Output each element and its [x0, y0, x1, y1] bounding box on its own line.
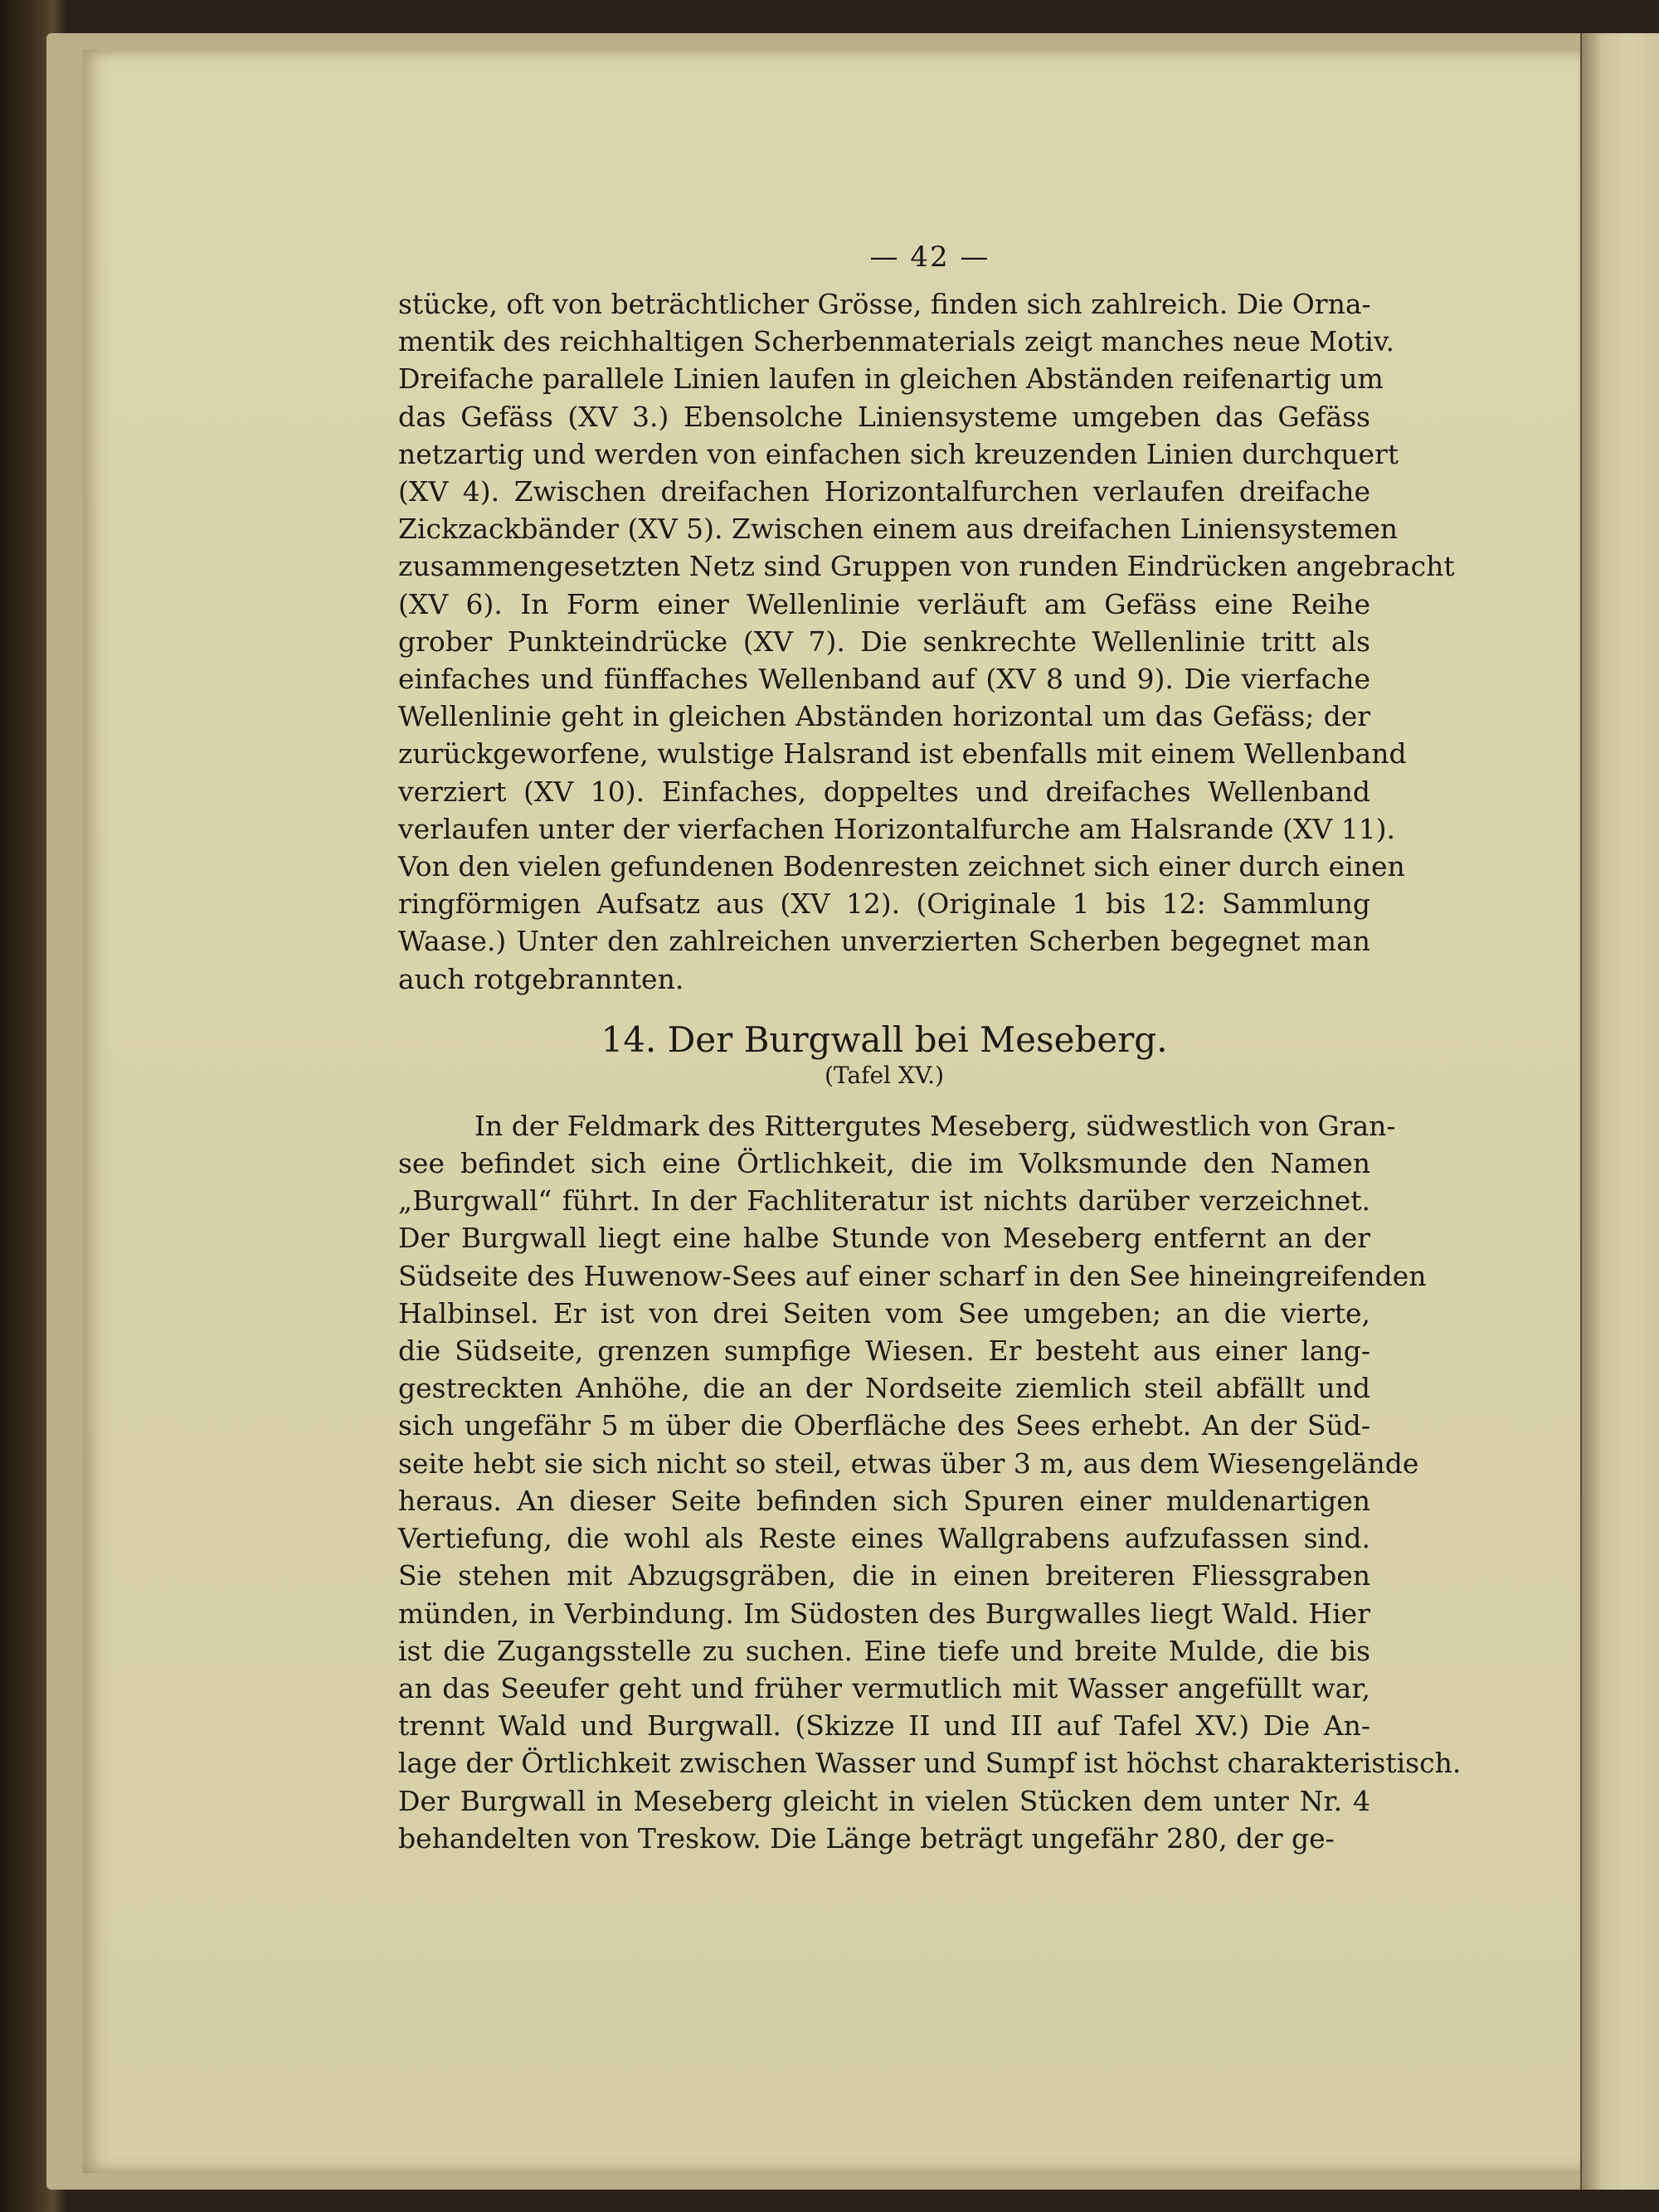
- text-line: Vertiefung, die wohl als Reste eines Wallgrabens aufzufassen sind.: [398, 1522, 1370, 1555]
- text-line: Halbinsel. Er ist von drei Seiten vom See umgeben; an die vierte,: [398, 1296, 1370, 1330]
- text-line: seite hebt sie sich nicht so steil, etwas über 3 m, aus dem Wiesengelände: [398, 1446, 1419, 1480]
- text-line: verziert (XV 10). Einfaches, doppeltes und dreifaches Wellenband: [398, 775, 1370, 808]
- text-line: Südseite des Huwenow-Sees auf einer scharf in den See hineingreifenden: [398, 1259, 1427, 1292]
- page-number: — 42 —: [869, 241, 990, 274]
- paragraph-burgwall-description: [398, 1107, 1462, 1857]
- text-line: Sie stehen mit Abzugsgräben, die in einen breiteren Fliessgraben: [398, 1559, 1370, 1592]
- text-line: einfaches und fünffaches Wellenband auf (XV 8 und 9). Die vierfache: [398, 663, 1370, 696]
- text-line: Der Burgwall in Meseberg gleicht in vielen Stücken dem unter Nr. 4: [398, 1784, 1370, 1817]
- text-line: Von den vielen gefundenen Bodenresten zeichnet sich einer durch einen: [398, 850, 1405, 883]
- text-line: das Gefäss (XV 3.) Ebensolche Liniensysteme umgeben das Gefäss: [398, 400, 1370, 433]
- text-line: Dreifache parallele Linien laufen in gleichen Abständen reifenartig um: [398, 362, 1384, 396]
- text-line: mentik des reichhaltigen Scherbenmaterials zeigt manches neue Motiv.: [398, 325, 1395, 358]
- text-line: ist die Zugangsstelle zu suchen. Eine tiefe und breite Mulde, die bis: [398, 1634, 1370, 1667]
- section-subheading: (Tafel XV.): [825, 1061, 944, 1089]
- text-line: stücke, oft von beträchtlicher Grösse, finden sich zahlreich. Die Orna-: [398, 288, 1371, 320]
- text-line: Zickzackbänder (XV 5). Zwischen einem aus dreifachen Liniensystemen: [398, 513, 1398, 546]
- text-line: lage der Örtlichkeit zwischen Wasser und Sumpf ist höchst charakteristisch.: [398, 1747, 1462, 1780]
- text-line: gestreckten Anhöhe, die an der Nordseite ziemlich steil abfällt und: [398, 1372, 1370, 1405]
- text-line: die Südseite, grenzen sumpfige Wiesen. Er besteht aus einer lang-: [398, 1334, 1370, 1368]
- text-line: see befindet sich eine Örtlichkeit, die im Volksmunde den Namen: [398, 1147, 1370, 1180]
- text-line: münden, in Verbindung. Im Südosten des Burgwalles liegt Wald. Hier: [398, 1597, 1370, 1630]
- text-line: zusammengesetzten Netz sind Gruppen von runden Eindrücken angebracht: [398, 550, 1455, 583]
- text-line: netzartig und werden von einfachen sich kreuzenden Linien durchquert: [398, 437, 1399, 470]
- text-line: grober Punkteindrücke (XV 7). Die senkrechte Wellenlinie tritt als: [398, 625, 1370, 658]
- section-heading: 14. Der Burgwall bei Meseberg.: [601, 1018, 1168, 1060]
- text-line: an das Seeufer geht und früher vermutlich mit Wasser angefüllt war,: [398, 1671, 1370, 1704]
- paragraph-pottery-ornament: [398, 285, 1455, 998]
- text-line: (XV 4). Zwischen dreifachen Horizontalfurchen verlaufen dreifache: [398, 475, 1370, 508]
- text-line: zurückgeworfene, wulstige Halsrand ist ebenfalls mit einem Wellenband: [398, 737, 1407, 771]
- text-line: Waase.) Unter den zahlreichen unverzierten Scherben begegnet man: [398, 925, 1370, 958]
- text-line: ringförmigen Aufsatz aus (XV 12). (Originale 1 bis 12: Sammlung: [398, 887, 1370, 921]
- text-line: heraus. An dieser Seite befinden sich Spuren einer muldenartigen: [398, 1484, 1370, 1517]
- text-line: verlaufen unter der vierfachen Horizontalfurche am Halsrande (XV 11).: [398, 812, 1396, 845]
- facing-page-edge: [1580, 33, 1659, 2190]
- page-content: [398, 241, 1462, 1857]
- text-line: trennt Wald und Burgwall. (Skizze II und III auf Tafel XV.) Die An-: [398, 1709, 1370, 1743]
- text-line: auch rotgebrannten.: [398, 962, 684, 995]
- text-line: In der Feldmark des Rittergutes Meseberg, südwestlich von Gran-: [474, 1109, 1396, 1142]
- text-line: (XV 6). In Form einer Wellenlinie verläuft am Gefäss eine Reihe: [398, 587, 1370, 620]
- text-line: behandelten von Treskow. Die Länge beträgt ungefähr 280, der ge-: [398, 1821, 1335, 1855]
- text-line: „Burgwall“ führt. In der Fachliteratur ist nichts darüber verzeichnet.: [398, 1184, 1370, 1218]
- text-line: sich ungefähr 5 m über die Oberfläche des Sees erhebt. An der Süd-: [398, 1409, 1370, 1442]
- text-line: Wellenlinie geht in gleichen Abständen horizontal um das Gefäss; der: [398, 700, 1370, 733]
- text-line: Der Burgwall liegt eine halbe Stunde von Meseberg entfernt an der: [398, 1222, 1370, 1255]
